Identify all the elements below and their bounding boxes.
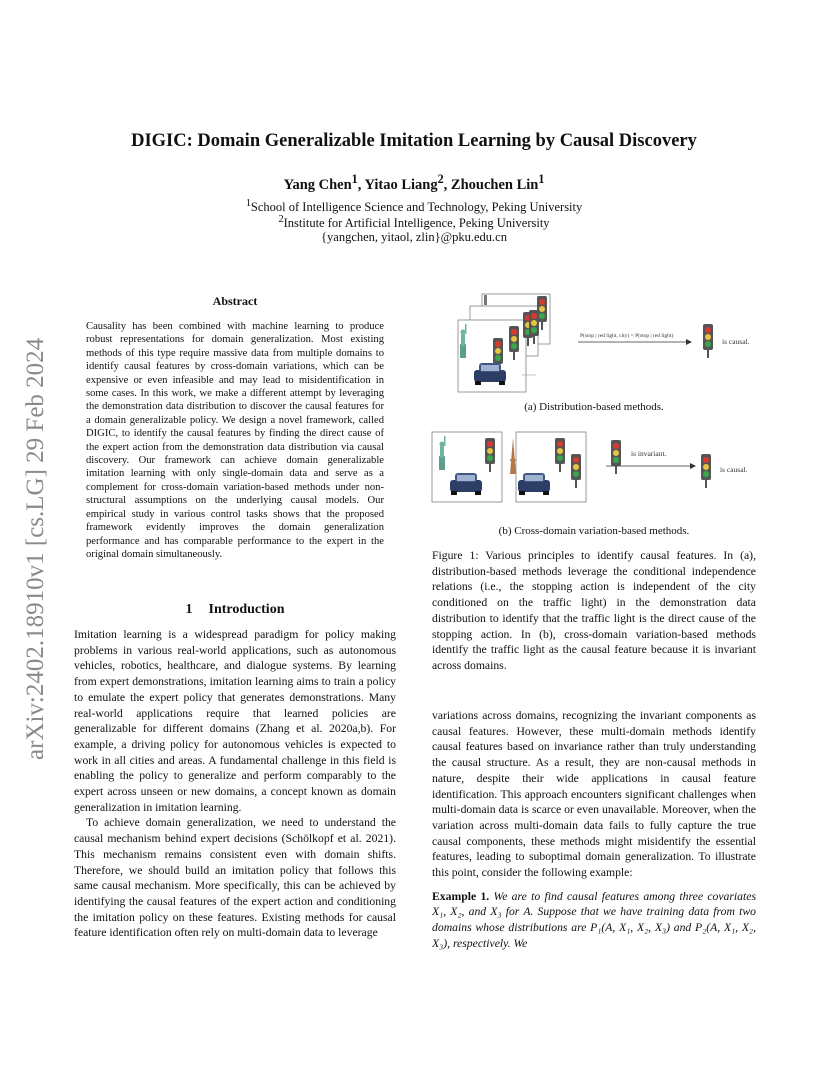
is-causal-label-b: is causal. (720, 465, 748, 474)
abstract-heading: Abstract (212, 294, 258, 308)
affiliation-1 (0, 198, 828, 215)
author-name: Yitao Liang (364, 176, 438, 193)
example-text: We are to find causal features among three covariates X₁, X₂, and X₃ for A. Suppose that we have training data from two domains whose distributions are P₁(A, X₁, X₂, X₃) and P₂(A, X₁, X₂, X₃), respectively. We (432, 889, 756, 950)
right-column-body (432, 708, 756, 952)
author-name: Yang Chen (283, 176, 352, 193)
arrow-head (686, 339, 692, 345)
author-name: Zhouchen Lin (450, 176, 539, 193)
affiliation-sup: 1 (245, 198, 251, 209)
author-emails: {yangchen, yitaol, zlin}@pku.edu.cn (321, 230, 507, 244)
section-heading (74, 602, 396, 618)
figure-caption: Figure 1: Various principles to identify causal features. In (a), distribution-based methods leverage the conditional independence relations (i.e., the stopping action is independent of the city conditioned on the traffic light) in the demonstration data distribution to identify that the traffic light is the direct cause of the stopping action. In (b), cross-domain variation-based methods identify the traffic light as the causal feature because it is invariant across domains. (432, 549, 756, 672)
arrow-head (690, 463, 696, 469)
panel-b-frames (432, 432, 586, 502)
paragraph: variations across domains, recognizing the invariant components as causal features. However, these multi-domain methods identify causal features based on invariance rather than truly understanding the causal structure. As a result, they are non-causal methods in nature, despite their wide applications in causal feature identification. This approach encounters significant challenges when multi-domain data is scarce or even unavailable. Moreover, when the variation across multi-domain data fails to fully capture the true causal components, these methods might misidentify the essential features, leading to suboptimal domain generalization. To illustrate this point, consider the following example: (432, 709, 756, 880)
author-sup: 2 (437, 172, 444, 186)
arxiv-side-label: arXiv:2402.18910v1 [cs.LG] 29 Feb 2024 (22, 337, 49, 760)
author-sup: 1 (538, 172, 545, 186)
affiliation-sup: 2 (278, 214, 284, 225)
intro-body (74, 627, 396, 941)
section-number: 1 (185, 602, 193, 617)
subcaption-a: (a) Distribution-based methods. (524, 401, 664, 413)
author-list: Yang Chen$^1$, Yitao Liang$^2$, Zhouchen Lin$^1$ (283, 172, 545, 193)
example-block (432, 889, 756, 952)
paragraph: To achieve domain generalization, we need to understand the causal mechanism behind expert decisions (Schölkopf et al. 2021). This mechanism remains consistent even with domain shifts. Therefore, we should build an imitation policy that follows this same causal mechanism. More specifically, this can be achieved by identifying the causal features of the expert action and conditioning the imitation policy on these features. Existing methods for causal feature identification often rely on multi-domain data to leverage (74, 816, 396, 940)
panel-a-frames (458, 294, 550, 392)
paper-title: DIGIC: Domain Generalizable Imitation Learning by Causal Discovery (131, 131, 697, 151)
example-label: Example 1. (432, 889, 490, 903)
section-title: Introduction (208, 602, 285, 617)
affiliation-2 (0, 214, 828, 231)
is-causal-label-a: is causal. (722, 337, 750, 346)
subcaption-b: (b) Cross-domain variation-based methods. (498, 525, 690, 537)
affiliation-text: Institute for Artificial Intelligence, Peking University (283, 216, 550, 231)
formula-text: P(stop | red light, city) = P(stop | red light) (580, 333, 674, 339)
paragraph: Imitation learning is a widespread paradigm for policy making problems in various real-world applications, such as autonomous vehicles, robotics, healthcare, and dialogue systems. By learning from expert demonstrations, imitation learning aims to train a policy to emulate the expert policy that generates demonstrations. Many real-world applications require that learned policies are generalizable for different domains (Zhang et al. 2020a,b). For example, a driving policy for autonomous vehicles is expected to work in all cities and areas. A fundamental challenge in this field is enabling the policy to generalize and perform comparably to the expert across unseen or new domains, a concept known as domain generalization in imitation learning. (74, 628, 396, 814)
author-sup: 1 (351, 172, 358, 186)
is-invariant-label: is invariant. (631, 449, 667, 458)
affiliation-text: School of Intelligence Science and Technology, Peking University (250, 200, 583, 215)
abstract-body: Causality has been combined with machine learning to produce robust representations for domain generalization. Most existing methods of this type require massive data from multiple domains to identify causal features by cross-domain variations, which can be expensive or even infeasible and may lead to misidentification in some cases. In this work, we make a different attempt by leveraging the demonstration data distribution to discover the causal features for a domain generalizable policy. We design a novel framework, called DIGIC, to identify the causal features by finding the direct cause of the expert action from the demonstration data distribution via causal discovery. Our framework can achieve domain generalizable imitation learning with only single-domain data and serve as a complement for cross-domain variation-based methods under non-structural assumptions on the underlying causal models. Our empirical study in various control tasks shows that the proposed framework evidently improves the domain generalization performance and has comparable performance to the expert in the original domain simultaneously. (86, 321, 384, 560)
